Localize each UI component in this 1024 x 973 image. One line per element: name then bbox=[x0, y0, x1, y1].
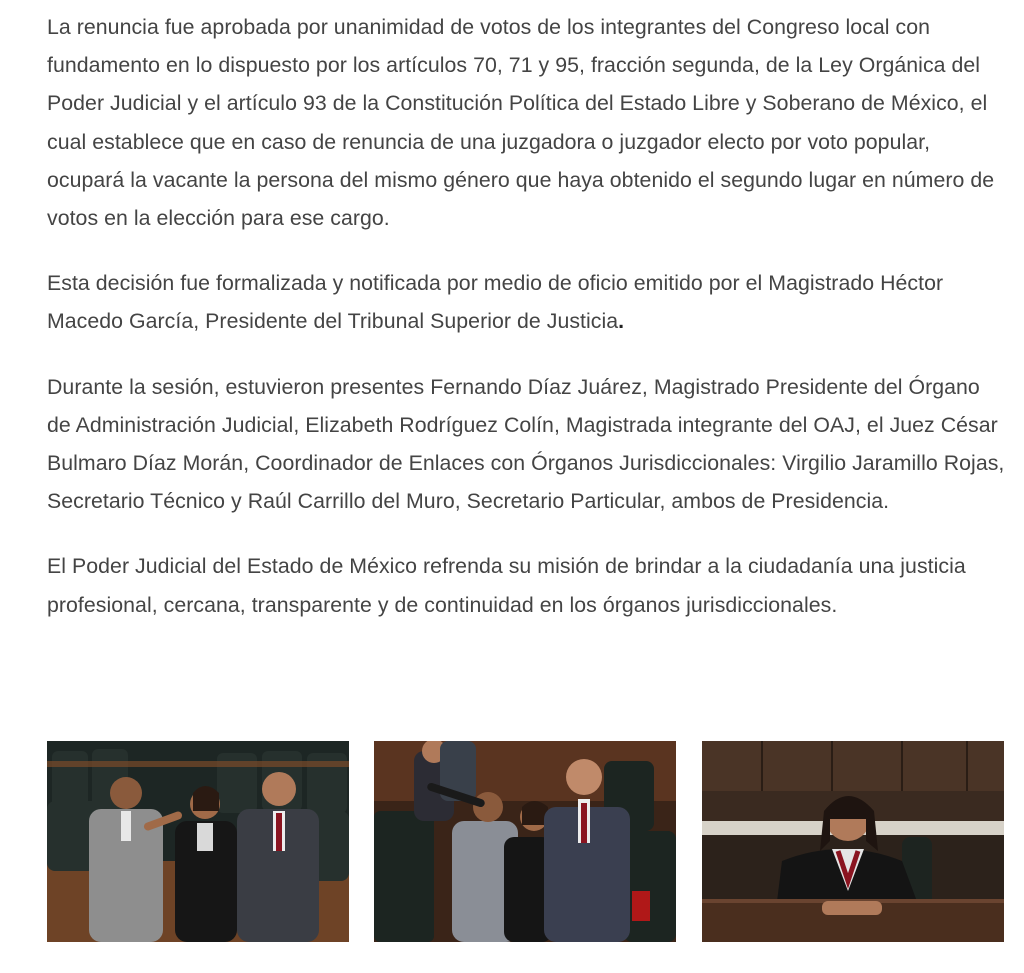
bold-period: . bbox=[618, 309, 625, 334]
paragraph-resignation: La renuncia fue aprobada por unanimidad de votos de los integrantes del Congreso local con fundamento en lo dispuesto por los artículos 70, 71 y 95, fracción segunda, de la Ley Orgánica del Poder Judicial y el artículo 93 de la Constitución Política del Estado Libre y Soberano de México, el cual establece que en caso de renuncia de una juzgadora o juzgador electo por voto popular, ocupará la vacante la persona del mismo género que haya obtenido el segundo lugar en número de votos en la elección para ese cargo. bbox=[47, 15, 995, 231]
photo-gallery bbox=[47, 741, 1005, 942]
oath-ceremony-photo-1-image bbox=[47, 741, 349, 942]
portrait-photo[interactable] bbox=[702, 741, 1004, 942]
portrait-photo-image bbox=[702, 741, 1004, 942]
oath-ceremony-photo-1[interactable] bbox=[47, 741, 349, 942]
paragraph-notification-text: Esta decisión fue formalizada y notificada por medio de oficio emitido por el Magistrado Héctor Macedo García, Presidente del Tribunal Superior de Justicia bbox=[47, 271, 944, 334]
paragraph-notification bbox=[47, 264, 1009, 340]
article-body bbox=[47, 8, 1009, 651]
paragraph-mission: El Poder Judicial del Estado de México refrenda su misión de brindar a la ciudadanía una justicia profesional, cercana, transparente y de continuidad en los órganos jurisdiccionales. bbox=[47, 554, 966, 617]
paragraph-attendees: Durante la sesión, estuvieron presentes Fernando Díaz Juárez, Magistrado Presidente del Órgano de Administración Judicial, Elizabeth Rodríguez Colín, Magistrada integrante del OAJ, el Juez César Bulmaro Díaz Morán, Coordinador de Enlaces con Órganos Jurisdiccionales: Virgilio Jaramillo Rojas, Secretario Técnico y Raúl Carrillo del Muro, Secretario Particular, ambos de Presidencia. bbox=[47, 374, 1005, 514]
oath-ceremony-photo-2-image bbox=[374, 741, 676, 942]
oath-ceremony-photo-2[interactable] bbox=[374, 741, 676, 942]
